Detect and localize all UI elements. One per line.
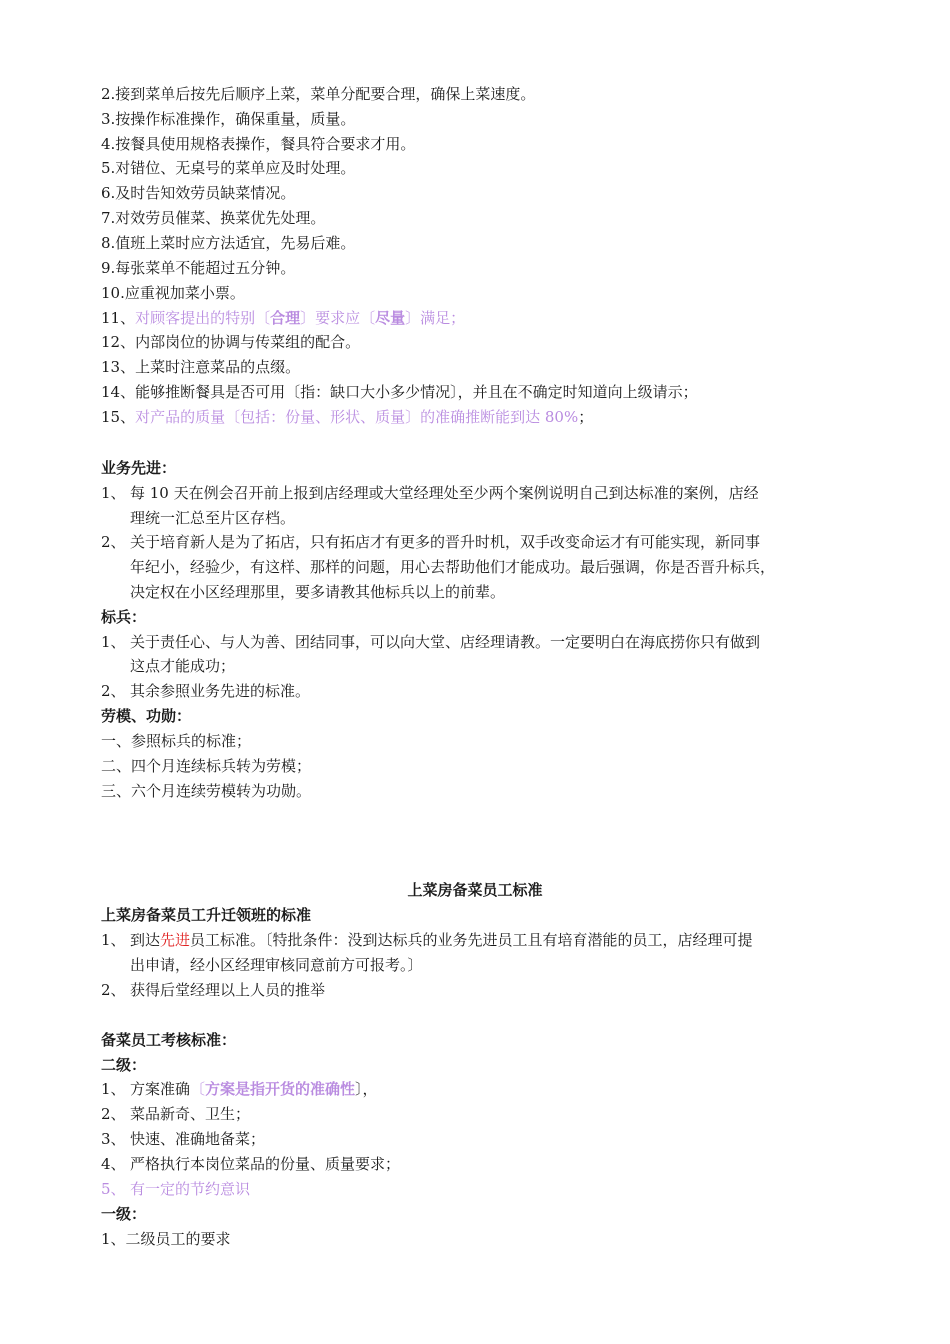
section-heading: 上菜房备菜员工升迁领班的标准: [101, 906, 312, 924]
list-item-text: 3.按操作标准操作，确保重量，质量。: [101, 110, 356, 128]
list-item-text: 菜品新奇、卫生；: [130, 1105, 251, 1123]
list-item-text: 2.接到菜单后按先后顺序上菜，菜单分配要合理，确保上菜速度。: [101, 85, 536, 103]
list-item: [101, 330, 840, 355]
page-title: 上菜房备菜员工标准: [407, 881, 543, 899]
list-item-number: 1、: [101, 633, 126, 651]
list-item-text: 6.及时告知效劳员缺菜情况。: [101, 184, 296, 202]
emphasis-text: 尽量: [375, 309, 406, 327]
list-item-text: 13、上菜时注意菜品的点缀。: [101, 358, 301, 376]
emphasis-text: 合理: [270, 309, 301, 327]
list-item-text: 关于培育新人是为了拓店，只有拓店才有更多的晋升时机，双手改变命运才有可能实现，新同事: [130, 533, 761, 551]
list-item-number: 4、: [101, 1155, 126, 1173]
list-item: [101, 107, 840, 132]
list-item-text: 方案准确: [130, 1080, 191, 1098]
list-item-continuation: 理统一汇总至片区存档。: [130, 509, 296, 527]
highlight-text: 先进: [160, 931, 191, 949]
list-item-text: 严格执行本岗位菜品的份量、质量要求；: [130, 1155, 401, 1173]
list-item-text: 其余参照业务先进的标准。: [130, 682, 311, 700]
list-item-text: 〕满足；: [405, 309, 466, 327]
list-item: [101, 481, 840, 506]
list-item: [101, 1127, 840, 1152]
list-item: [101, 1177, 840, 1202]
list-item-text: 10.应重视加菜小票。: [101, 284, 245, 302]
list-item: [101, 231, 840, 256]
list-item-number: 2、: [101, 682, 126, 700]
list-item-text: 快速、准确地备菜；: [130, 1130, 266, 1148]
list-item: [101, 132, 840, 157]
list-item-number: 2、: [101, 1105, 126, 1123]
list-item-text: 14、能够推断餐具是否可用〔指：缺口大小多少情况〕，并且在不确定时知道向上级请示；: [101, 383, 698, 401]
list-item: [101, 206, 840, 231]
list-item-text: 〕，: [355, 1080, 378, 1098]
list-item: [101, 306, 840, 331]
list-item-number: 15、: [101, 408, 136, 426]
list-item-number: 1、: [101, 931, 126, 949]
list-item-number: 11、: [101, 309, 136, 327]
list-item: 二、四个月连续标兵转为劳模；: [101, 757, 312, 775]
list-item: 三、六个月连续劳模转为功勋。: [101, 782, 312, 800]
list-item: [101, 281, 840, 306]
list-item-text: 〕要求应〔: [300, 309, 376, 327]
list-item: [101, 530, 840, 555]
list-item-text: 每 10 天在例会召开前上报到店经理或大堂经理处至少两个案例说明自己到达标准的案例，店经: [130, 484, 759, 502]
section-subheading: 二级：: [101, 1056, 147, 1074]
list-item-continuation: 年纪小，经验少，有这样、那样的问题，用心去帮助他们才能成功。最后强调，你是否晋升标兵，: [130, 558, 776, 576]
list-item: [101, 978, 840, 1003]
list-item-number: 1、: [101, 1080, 126, 1098]
list-item-text: 〔: [190, 1080, 206, 1098]
list-item-text: ；: [578, 408, 594, 426]
section-heading: 劳模、功勋：: [101, 707, 192, 725]
list-item-text: 对顾客提出的特别〔: [135, 309, 271, 327]
list-item: [101, 256, 840, 281]
section-heading: 业务先进：: [101, 459, 177, 477]
list-item: 1、二级员工的要求: [101, 1230, 231, 1248]
list-item: [101, 928, 840, 953]
list-item-number: 5、: [101, 1180, 126, 1198]
list-item-continuation: 这点才能成功；: [130, 657, 236, 675]
list-item-text: 对产品的质量〔包括：份量、形状、质量〕的准确推断能到达 80%: [135, 408, 579, 426]
list-item-text: 有一定的节约意识: [130, 1180, 251, 1198]
list-item-text: 9.每张菜单不能超过五分钟。: [101, 259, 296, 277]
emphasis-text: 方案是指开货的准确性: [205, 1080, 356, 1098]
list-item-text: 员工标准。〔特批条件：没到达标兵的业务先进员工且有培育潜能的员工，店经理可提: [190, 931, 753, 949]
list-item-continuation: 出申请，经小区经理审核同意前方可报考。〕: [130, 956, 423, 974]
list-item-text: 5.对错位、无桌号的菜单应及时处理。: [101, 159, 356, 177]
list-item: [101, 630, 840, 655]
list-item-number: 3、: [101, 1130, 126, 1148]
list-item-text: 到达: [130, 931, 161, 949]
section-heading: 标兵：: [101, 608, 147, 626]
list-item: [101, 679, 840, 704]
list-item-number: 2、: [101, 533, 126, 551]
section-subheading: 一级：: [101, 1205, 147, 1223]
list-item: [101, 1077, 840, 1102]
list-item: [101, 355, 840, 380]
list-item: [101, 1152, 840, 1177]
list-item-continuation: 决定权在小区经理那里，要多请教其他标兵以上的前辈。: [130, 583, 506, 601]
list-item: [101, 156, 840, 181]
list-item: 一、参照标兵的标准；: [101, 732, 252, 750]
list-item-text: 8.值班上菜时应方法适宜，先易后难。: [101, 234, 356, 252]
list-item: [101, 380, 840, 405]
list-item: [101, 181, 840, 206]
list-item-text: 12、内部岗位的协调与传菜组的配合。: [101, 333, 361, 351]
list-item: [101, 1102, 840, 1127]
list-item-text: 获得后堂经理以上人员的推举: [130, 981, 326, 999]
list-item-number: 2、: [101, 981, 126, 999]
section-heading: 备菜员工考核标准：: [101, 1031, 237, 1049]
list-item-text: 4.按餐具使用规格表操作，餐具符合要求才用。: [101, 135, 416, 153]
list-item: [101, 82, 840, 107]
list-item-text: 关于责任心、与人为善、团结同事，可以向大堂、店经理请教。一定要明白在海底捞你只有做到: [130, 633, 761, 651]
list-item-number: 1、: [101, 484, 126, 502]
list-item-text: 7.对效劳员催菜、换菜优先处理。: [101, 209, 326, 227]
list-item: [101, 405, 840, 430]
